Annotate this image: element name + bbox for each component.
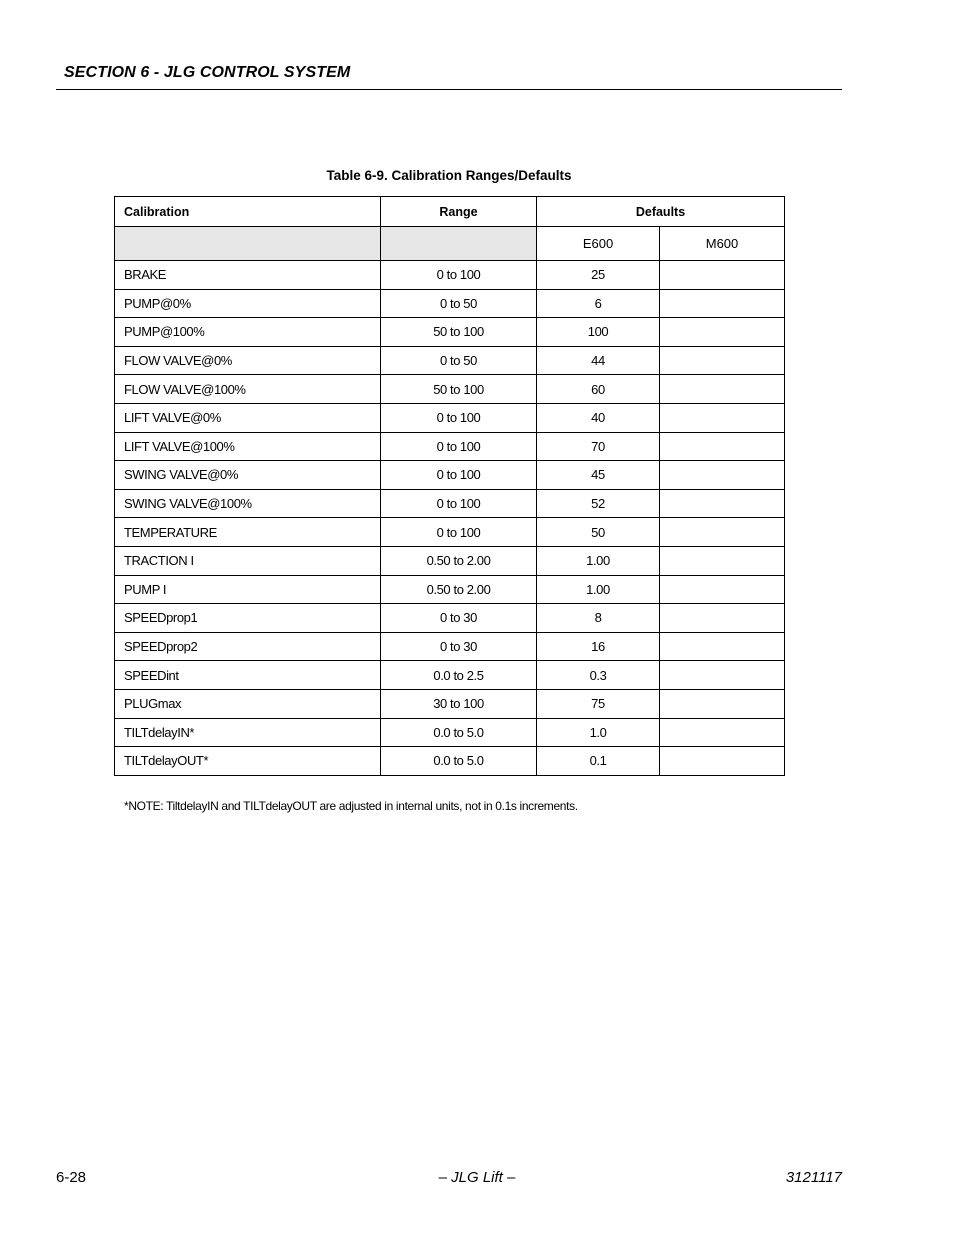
cell-default-m600 — [660, 575, 785, 604]
cell-default-m600 — [660, 632, 785, 661]
cell-default-e600: 44 — [537, 346, 660, 375]
cell-calibration: SPEEDprop1 — [115, 604, 381, 633]
cell-default-m600 — [660, 289, 785, 318]
table-row — [115, 403, 785, 432]
cell-default-m600 — [660, 604, 785, 633]
cell-default-e600: 1.0 — [537, 718, 660, 747]
cell-default-m600 — [660, 747, 785, 776]
cell-range: 0 to 100 — [381, 489, 537, 518]
cell-default-e600: 75 — [537, 689, 660, 718]
calibration-table — [114, 196, 785, 776]
column-header-calibration: Calibration — [115, 197, 381, 227]
table-row — [115, 546, 785, 575]
cell-range: 30 to 100 — [381, 689, 537, 718]
cell-default-m600 — [660, 518, 785, 547]
cell-default-e600: 1.00 — [537, 575, 660, 604]
cell-calibration: LIFT VALVE@100% — [115, 432, 381, 461]
cell-default-e600: 16 — [537, 632, 660, 661]
table-row — [115, 346, 785, 375]
cell-default-m600 — [660, 461, 785, 490]
cell-range: 0 to 100 — [381, 432, 537, 461]
table-note: *NOTE: TiltdelayIN and TILTdelayOUT are adjusted in internal units, not in 0.1s increments. — [124, 799, 578, 813]
table-row — [115, 289, 785, 318]
cell-range: 0 to 50 — [381, 289, 537, 318]
cell-default-e600: 6 — [537, 289, 660, 318]
column-header-defaults: Defaults — [537, 197, 785, 227]
cell-default-m600 — [660, 403, 785, 432]
column-header-range: Range — [381, 197, 537, 227]
cell-default-m600 — [660, 375, 785, 404]
cell-default-e600: 60 — [537, 375, 660, 404]
cell-calibration: FLOW VALVE@100% — [115, 375, 381, 404]
cell-range: 0 to 100 — [381, 403, 537, 432]
cell-default-m600 — [660, 661, 785, 690]
cell-default-e600: 100 — [537, 318, 660, 347]
cell-calibration: TILTdelayOUT* — [115, 747, 381, 776]
cell-default-e600: 25 — [537, 261, 660, 290]
cell-default-m600 — [660, 346, 785, 375]
cell-range: 50 to 100 — [381, 375, 537, 404]
table-row — [115, 489, 785, 518]
table-caption: Table 6-9. Calibration Ranges/Defaults — [326, 168, 572, 183]
section-title: SECTION 6 - JLG CONTROL SYSTEM — [64, 64, 351, 81]
table-row — [115, 575, 785, 604]
cell-calibration: PLUGmax — [115, 689, 381, 718]
cell-calibration: LIFT VALVE@0% — [115, 403, 381, 432]
table-row — [115, 518, 785, 547]
cell-range: 0 to 30 — [381, 604, 537, 633]
cell-default-m600 — [660, 689, 785, 718]
cell-default-e600: 70 — [537, 432, 660, 461]
footer-brand: – JLG Lift – — [438, 1169, 516, 1186]
cell-calibration: PUMP@0% — [115, 289, 381, 318]
cell-range: 0 to 50 — [381, 346, 537, 375]
table-row — [115, 432, 785, 461]
table-row — [115, 604, 785, 633]
table-row — [115, 632, 785, 661]
table-subheader-row — [115, 227, 785, 261]
cell-default-m600 — [660, 489, 785, 518]
document-number: 3121117 — [785, 1169, 842, 1186]
cell-calibration: BRAKE — [115, 261, 381, 290]
cell-calibration: FLOW VALVE@0% — [115, 346, 381, 375]
cell-default-e600: 0.1 — [537, 747, 660, 776]
cell-default-e600: 52 — [537, 489, 660, 518]
cell-range: 0.0 to 5.0 — [381, 747, 537, 776]
cell-default-m600 — [660, 546, 785, 575]
page-number: 6-28 — [56, 1169, 87, 1186]
cell-calibration: SWING VALVE@0% — [115, 461, 381, 490]
table-header-row — [115, 197, 785, 227]
table-row — [115, 318, 785, 347]
cell-calibration: TEMPERATURE — [115, 518, 381, 547]
cell-default-e600: 40 — [537, 403, 660, 432]
column-header-m600: M600 — [660, 227, 785, 261]
cell-range: 0 to 100 — [381, 461, 537, 490]
cell-range: 0.0 to 2.5 — [381, 661, 537, 690]
cell-default-e600: 0.3 — [537, 661, 660, 690]
cell-calibration: SPEEDprop2 — [115, 632, 381, 661]
table-body — [115, 261, 785, 776]
cell-calibration: TRACTION I — [115, 546, 381, 575]
cell-calibration: TILTdelayIN* — [115, 718, 381, 747]
cell-default-e600: 50 — [537, 518, 660, 547]
table-row — [115, 261, 785, 290]
table-row — [115, 461, 785, 490]
table-row — [115, 375, 785, 404]
cell-default-e600: 8 — [537, 604, 660, 633]
shaded-cell — [115, 227, 381, 261]
shaded-cell — [381, 227, 537, 261]
cell-range: 0 to 30 — [381, 632, 537, 661]
cell-range: 0 to 100 — [381, 261, 537, 290]
cell-default-m600 — [660, 432, 785, 461]
column-header-e600: E600 — [537, 227, 660, 261]
cell-calibration: SWING VALVE@100% — [115, 489, 381, 518]
cell-default-m600 — [660, 261, 785, 290]
cell-default-e600: 45 — [537, 461, 660, 490]
cell-default-m600 — [660, 318, 785, 347]
cell-range: 0.0 to 5.0 — [381, 718, 537, 747]
cell-range: 0.50 to 2.00 — [381, 575, 537, 604]
cell-range: 0.50 to 2.00 — [381, 546, 537, 575]
table-row — [115, 747, 785, 776]
cell-calibration: PUMP@100% — [115, 318, 381, 347]
cell-range: 0 to 100 — [381, 518, 537, 547]
cell-default-m600 — [660, 718, 785, 747]
table-row — [115, 689, 785, 718]
cell-default-e600: 1.00 — [537, 546, 660, 575]
table-row — [115, 718, 785, 747]
table-row — [115, 661, 785, 690]
header-divider — [56, 89, 842, 90]
cell-calibration: SPEEDint — [115, 661, 381, 690]
cell-calibration: PUMP I — [115, 575, 381, 604]
cell-range: 50 to 100 — [381, 318, 537, 347]
